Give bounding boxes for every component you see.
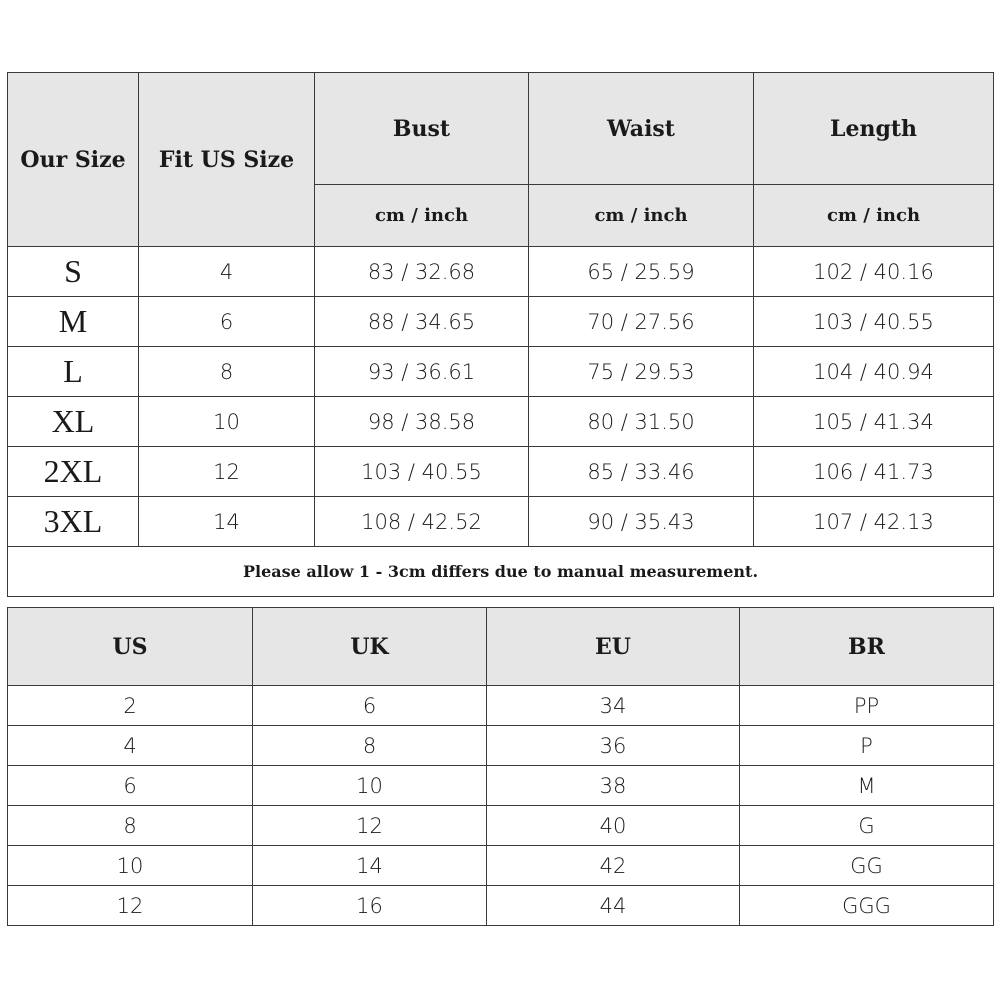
fit-us-cell: 6 [139,297,315,347]
length-cell: 104 / 40.94 [754,347,994,397]
waist-cell: 65 / 25.59 [529,247,754,297]
size-cell: L [8,347,139,397]
waist-cell: 85 / 33.46 [529,447,754,497]
bust-cell: 83 / 32.68 [315,247,529,297]
size-row [8,347,994,397]
size-cell: S [8,247,139,297]
fit-us-cell: 12 [139,447,315,497]
us-cell: 4 [8,726,253,766]
header-bust: Bust [315,73,529,185]
fit-us-cell: 14 [139,497,315,547]
br-cell: G [740,806,994,846]
br-cell: PP [740,686,994,726]
uk-cell: 8 [253,726,487,766]
bust-cell: 108 / 42.52 [315,497,529,547]
header-eu: EU [487,608,740,686]
size-cell: 3XL [8,497,139,547]
size-row [8,247,994,297]
size-chart-body [8,247,994,547]
uk-cell: 10 [253,766,487,806]
length-cell: 103 / 40.55 [754,297,994,347]
waist-unit: cm / inch [529,185,754,247]
waist-cell: 70 / 27.56 [529,297,754,347]
size-row [8,447,994,497]
us-cell: 12 [8,886,253,926]
br-cell: GG [740,846,994,886]
length-cell: 107 / 42.13 [754,497,994,547]
eu-cell: 42 [487,846,740,886]
size-chart-table [7,72,994,597]
eu-cell: 40 [487,806,740,846]
conversion-chart-table [7,607,994,926]
length-unit: cm / inch [754,185,994,247]
br-cell: M [740,766,994,806]
size-row [8,397,994,447]
eu-cell: 34 [487,686,740,726]
header-our-size: Our Size [8,73,139,247]
fit-us-cell: 4 [139,247,315,297]
length-cell: 102 / 40.16 [754,247,994,297]
length-cell: 105 / 41.34 [754,397,994,447]
conversion-row [8,806,994,846]
br-cell: P [740,726,994,766]
header-br: BR [740,608,994,686]
bust-cell: 98 / 38.58 [315,397,529,447]
size-cell: XL [8,397,139,447]
size-cell: M [8,297,139,347]
us-cell: 2 [8,686,253,726]
header-uk: UK [253,608,487,686]
waist-cell: 80 / 31.50 [529,397,754,447]
eu-cell: 44 [487,886,740,926]
length-cell: 106 / 41.73 [754,447,994,497]
eu-cell: 36 [487,726,740,766]
uk-cell: 6 [253,686,487,726]
waist-cell: 90 / 35.43 [529,497,754,547]
uk-cell: 14 [253,846,487,886]
uk-cell: 16 [253,886,487,926]
size-row [8,497,994,547]
bust-cell: 93 / 36.61 [315,347,529,397]
us-cell: 6 [8,766,253,806]
header-us: US [8,608,253,686]
conversion-row [8,766,994,806]
header-length: Length [754,73,994,185]
eu-cell: 38 [487,766,740,806]
conversion-row [8,846,994,886]
waist-cell: 75 / 29.53 [529,347,754,397]
header-fit-us-size: Fit US Size [139,73,315,247]
fit-us-cell: 10 [139,397,315,447]
bust-unit: cm / inch [315,185,529,247]
us-cell: 8 [8,806,253,846]
conversion-row [8,686,994,726]
note-row [8,547,994,597]
conversion-row [8,726,994,766]
conversion-chart-body [8,686,994,926]
size-chart-header-row [8,73,994,185]
header-waist: Waist [529,73,754,185]
measurement-note: Please allow 1 - 3cm differs due to manual measurement. [8,547,994,597]
uk-cell: 12 [253,806,487,846]
size-cell: 2XL [8,447,139,497]
fit-us-cell: 8 [139,347,315,397]
bust-cell: 88 / 34.65 [315,297,529,347]
br-cell: GGG [740,886,994,926]
us-cell: 10 [8,846,253,886]
conversion-row [8,886,994,926]
bust-cell: 103 / 40.55 [315,447,529,497]
conversion-header-row [8,608,994,686]
size-row [8,297,994,347]
